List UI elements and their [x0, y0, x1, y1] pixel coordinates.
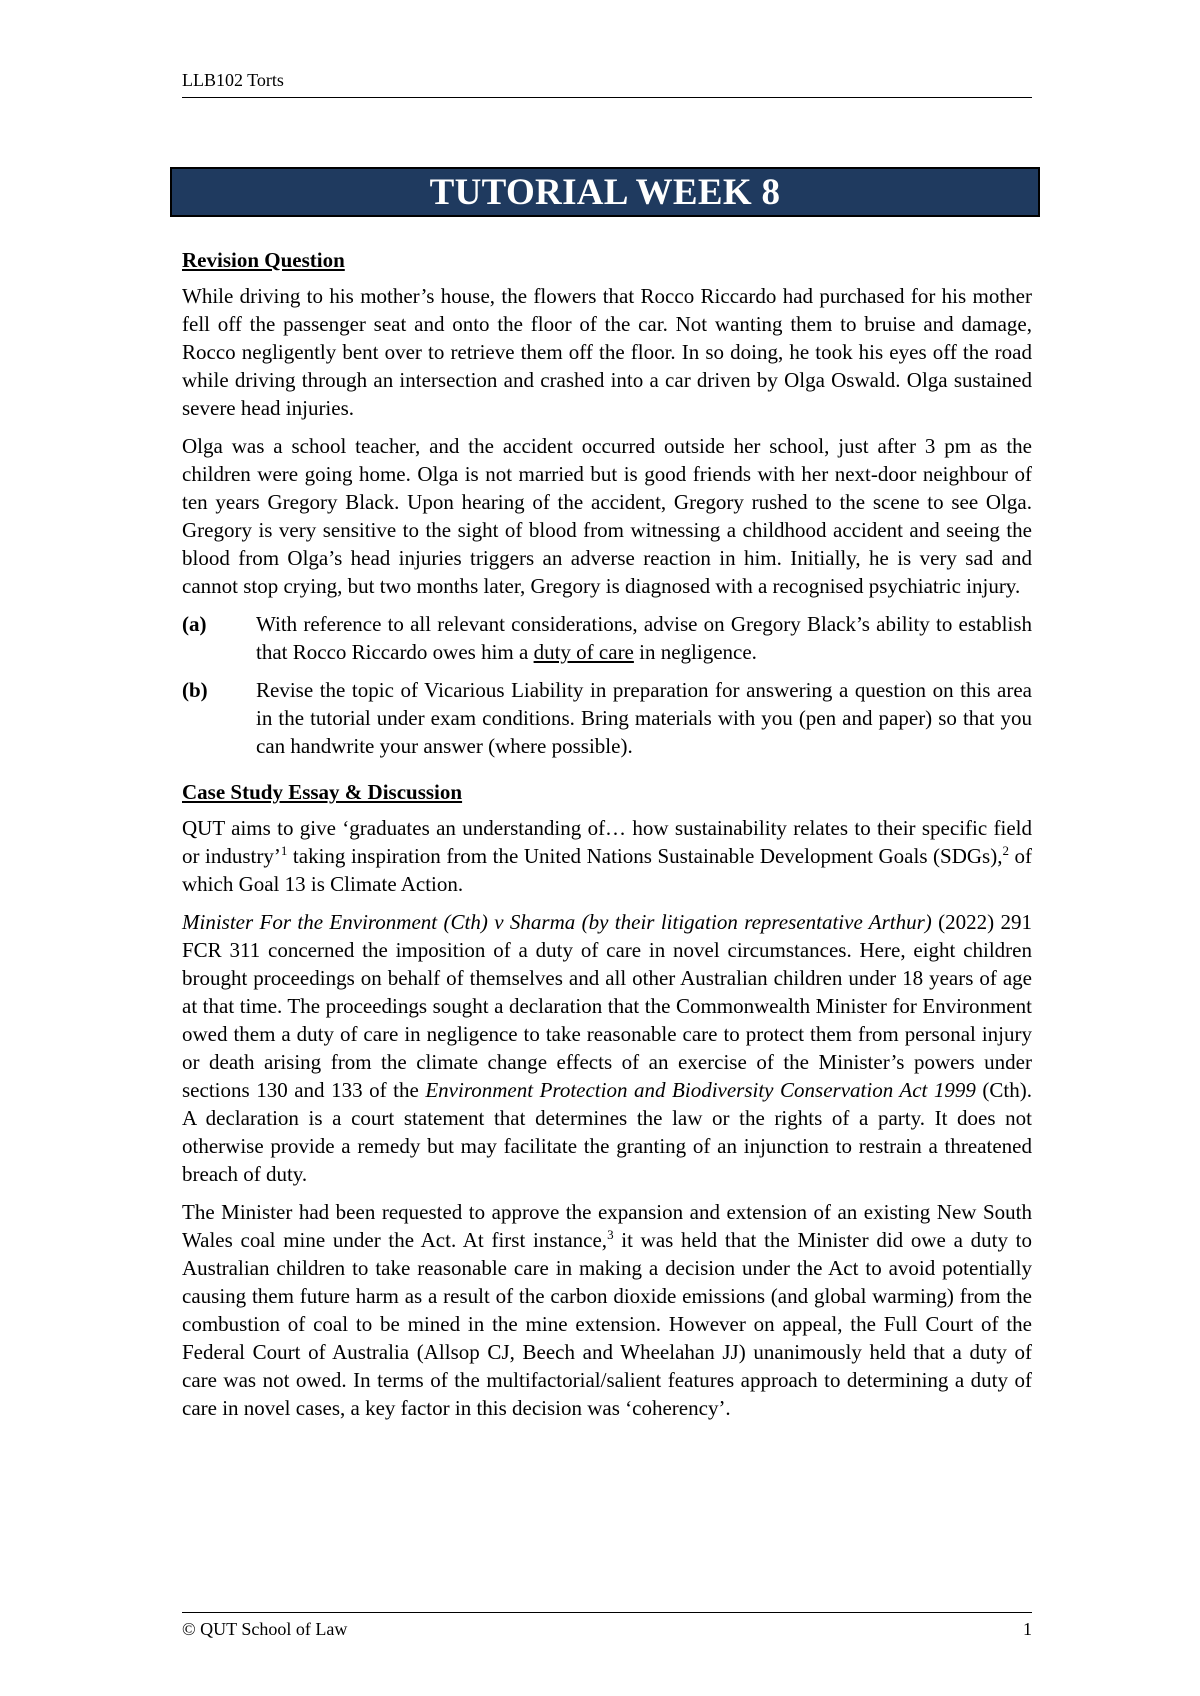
- document-body: [182, 246, 1032, 1432]
- p1-part-b: taking inspiration from the United Nations Sustainable Development Goals (SDGs),: [287, 844, 1003, 868]
- case-name: Minister For the Environment (Cth) v Sharma (by their litigation representative Arthur): [182, 910, 932, 934]
- case-study-paragraph-3: [182, 1198, 1032, 1422]
- question-b-text: Revise the topic of Vicarious Liability in preparation for answering a question on this area in the tutorial under exam conditions. Bring materials with you (pen and paper) so that you can handwrite your answer (where possible).: [256, 678, 1032, 758]
- question-a-text-pre: With reference to all relevant considerations, advise on Gregory Black’s ability to establish that Rocco Riccardo owes him a: [256, 612, 1032, 664]
- case-study-paragraph-2: [182, 908, 1032, 1188]
- case-study-heading: Case Study Essay & Discussion: [182, 780, 463, 804]
- question-a-text-post: in negligence.: [633, 640, 757, 664]
- p1-part-c: of which Goal 13 is Climate Action.: [182, 844, 1032, 896]
- act-name: Environment Protection and Biodiversity Conservation Act 1999: [425, 1078, 976, 1102]
- p3-part-a: The Minister had been requested to approve the expansion and extension of an existing New South Wales coal mine under the Act. At first instance,: [182, 1200, 1032, 1252]
- page-header: LLB102 Torts: [182, 70, 1032, 98]
- question-b: [182, 676, 1032, 760]
- footnote-ref-1: 1: [280, 843, 288, 858]
- p1-part-a: QUT aims to give ‘graduates an understanding of… how sustainability relates to their specific field or industry’: [182, 816, 1032, 868]
- page-number: 1: [1023, 1619, 1032, 1639]
- p3-part-b: it was held that the Minister did owe a duty to Australian children to take reasonable care in making a decision under the Act to avoid potentially causing them future harm as a result of the carbon dioxide emissions (and global warming) from the combustion of coal to be mined in the mine extension. However on appeal, the Full Court of the Federal Court of Australia (Allsop CJ, Beech and Wheelahan JJ) unanimously held that a duty of care was not owed. In terms of the multifactorial/salient features approach to determining a duty of care in novel cases, a key factor in this decision was ‘coherency’.: [182, 1228, 1032, 1420]
- question-b-label: (b): [182, 678, 208, 702]
- duty-of-care-term: duty of care: [533, 640, 634, 664]
- page-footer: [182, 1612, 1032, 1640]
- revision-paragraph-1: While driving to his mother’s house, the flowers that Rocco Riccardo had purchased for his mother fell off the passenger seat and onto the floor of the car. Not wanting them to bruise and damage, Rocco negligently bent over to retrieve them off the floor. In so doing, he took his eyes off the road while driving through an intersection and crashed into a car driven by Olga Oswald. Olga sustained severe head injuries.: [182, 284, 1032, 420]
- question-a-text: [256, 610, 1032, 666]
- revision-heading: Revision Question: [182, 248, 345, 272]
- copyright-text: © QUT School of Law: [182, 1619, 348, 1639]
- question-a-label: (a): [182, 612, 207, 636]
- footnote-ref-2: 2: [1002, 843, 1009, 858]
- question-a: [182, 610, 1032, 666]
- title-banner: [170, 167, 1040, 217]
- p2-part-b: (Cth). A declaration is a court statement that determines the law or the rights of a party. It does not otherwise provide a remedy but may facilitate the granting of an injunction to restrain a threatened breach of duty.: [182, 1078, 1033, 1186]
- revision-paragraph-2: Olga was a school teacher, and the accident occurred outside her school, just after 3 pm as the children were going home. Olga is not married but is good friends with her next-door neighbour of ten years Gregory Black. Upon hearing of the accident, Gregory rushed to the scene to see Olga. Gregory is very sensitive to the sight of blood from witnessing a childhood accident and seeing the blood from Olga’s head injuries triggers an adverse reaction in him. Initially, he is very sad and cannot stop crying, but two months later, Gregory is diagnosed with a recognised psychiatric injury.: [182, 434, 1032, 598]
- p2-part-a: (2022) 291 FCR 311 concerned the imposition of a duty of care in novel circumstances. Here, eight children brought proceedings on behalf of themselves and all other Australian children under 18 years of age at that time. The proceedings sought a declaration that the Commonwealth Minister for Environment owed them a duty of care in negligence to take reasonable care to protect them from personal injury or death arising from the climate change effects of an exercise of the Minister’s powers under sections 130 and 133 of the: [182, 910, 1032, 1102]
- page-title: TUTORIAL WEEK 8: [429, 171, 781, 213]
- footnote-ref-3: 3: [607, 1227, 614, 1242]
- case-study-paragraph-1: [182, 814, 1032, 898]
